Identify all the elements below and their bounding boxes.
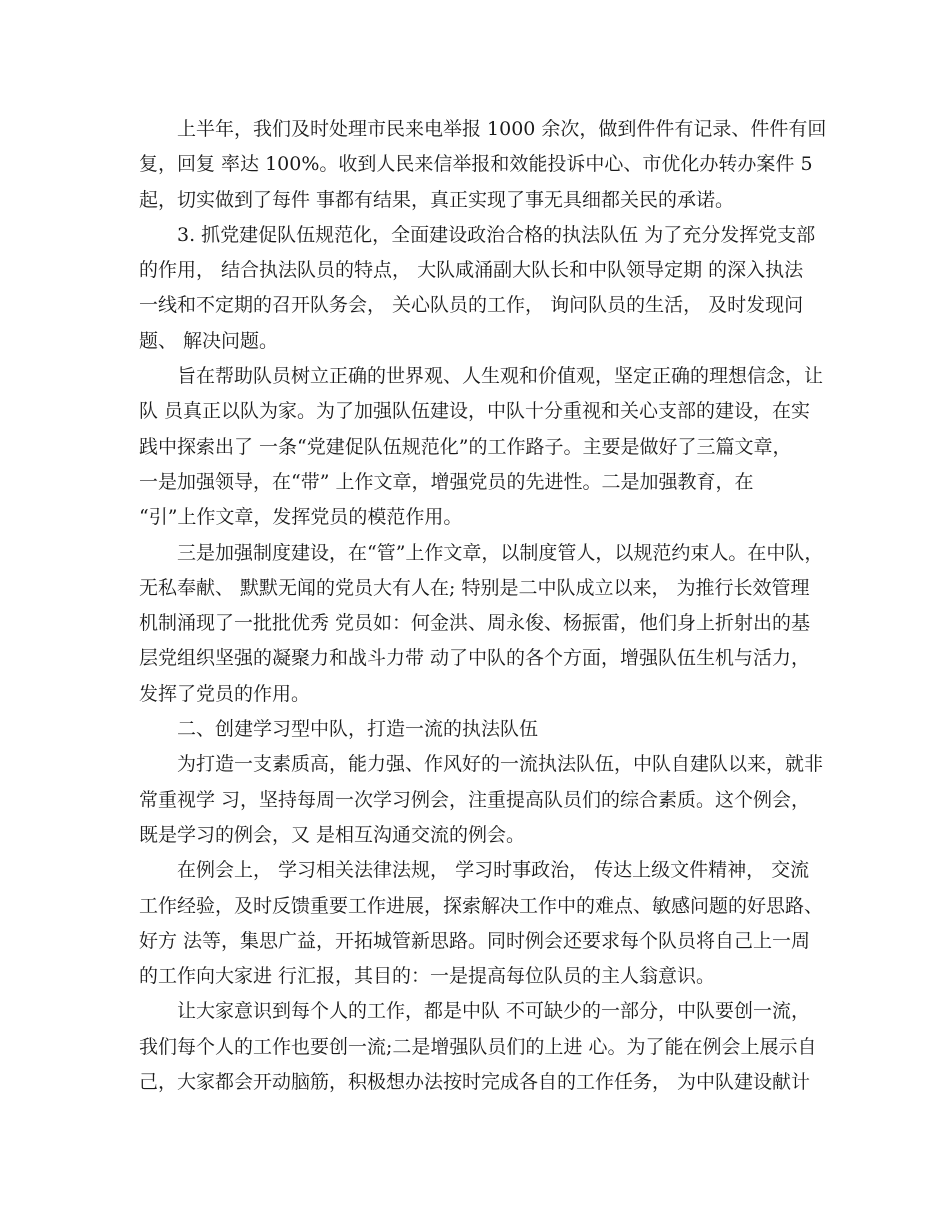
text-line: 的作用， 结合执法队员的特点， 大队咸涌副大队长和中队领导定期 的深入执法 <box>139 259 804 282</box>
text-line: 发挥了党员的作用。 <box>139 682 311 705</box>
paragraph <box>139 853 823 994</box>
text-line: 我们每个人的工作也要创一流;二是增强队员们的上进 心。为了能在例会上展示自 <box>139 1035 817 1058</box>
paragraph <box>139 536 823 712</box>
text-line: 常重视学 习，坚持每周一次学习例会，注重提高队员们的综合素质。这个例会， <box>139 788 811 811</box>
paragraph <box>139 218 823 359</box>
text-line: 的工作向大家进 行汇报，其目的：一是提高每位队员的主人翁意识。 <box>139 965 716 988</box>
text-line: 一是加强领导，在“带” 上作文章，增强党员的先进性。二是加强教育，在 <box>139 470 754 493</box>
text-line: “引”上作文章，发挥党员的模范作用。 <box>139 506 463 529</box>
text-line: 起，切实做到了每件 事都有结果，真正实现了事无具细都关民的承诺。 <box>139 188 735 211</box>
text-line: 层党组织坚强的凝聚力和战斗力带 动了中队的各个方面，增强队伍生机与活力， <box>139 647 811 670</box>
text-line: 在例会上， 学习相关法律法规， 学习时事政治， 传达上级文件精神， 交流 <box>139 859 810 882</box>
text-line: 二、创建学习型中队，打造一流的执法队伍 <box>139 718 539 741</box>
text-line: 旨在帮助队员树立正确的世界观、人生观和价值观，坚定正确的理想信念，让 <box>139 365 824 388</box>
text-line: 工作经验，及时反馈重要工作进展，探索解决工作中的难点、敏感问题的好思路、 <box>139 894 824 917</box>
text-line: 机制涌现了一批批优秀 党员如：何金洪、周永俊、杨振雷，他们身上折射出的基 <box>139 612 811 635</box>
text-line: 为打造一支素质高，能力强、作风好的一流执法队伍，中队自建队以来，就非 <box>139 753 824 776</box>
text-line: 让大家意识到每个人的工作，都是中队 不可缺少的一部分，中队要创一流， <box>139 1000 811 1023</box>
text-line: 己，大家都会开动脑筋，积极想办法按时完成各自的工作任务， 为中队建设献计 <box>139 1071 811 1094</box>
text-line: 队 员真正以队为家。为了加强队伍建设，中队十分重视和关心支部的建设，在实 <box>139 400 811 423</box>
text-line: 3. 抓党建促队伍规范化，全面建设政治合格的执法队伍 为了充分发挥党支部 <box>139 223 816 246</box>
paragraph <box>139 359 823 535</box>
paragraph <box>139 712 823 747</box>
text-line: 好方 法等，集思广益，开拓城管新思路。同时例会还要求每个队员将自己上一周 <box>139 929 811 952</box>
text-line: 既是学习的例会，又 是相互沟通交流的例会。 <box>139 823 526 846</box>
paragraph <box>139 747 823 853</box>
document-body <box>139 112 827 1100</box>
text-line: 三是加强制度建设，在“管”上作文章，以制度管人，以规范约束人。在中队， <box>139 541 824 564</box>
paragraph <box>139 994 823 1100</box>
text-line: 无私奉献、 默默无闻的党员大有人在; 特别是二中队成立以来， 为推行长效管理 <box>139 576 810 599</box>
text-line: 践中探索出了 一条“党建促队伍规范化”的工作路子。主要是做好了三篇文章， <box>139 435 792 458</box>
text-line: 上半年，我们及时处理市民来电举报 1000 余次，做到件件有记录、件件有回 <box>139 118 827 140</box>
text-line: 复，回复 率达 100%。收到人民来信举报和效能投诉中心、市优化办转办案件 5 <box>139 153 813 176</box>
text-line: 一线和不定期的召开队务会， 关心队员的工作， 询问队员的生活， 及时发现问 <box>139 294 804 317</box>
text-line: 题、 解决问题。 <box>139 329 279 352</box>
paragraph <box>139 112 827 218</box>
